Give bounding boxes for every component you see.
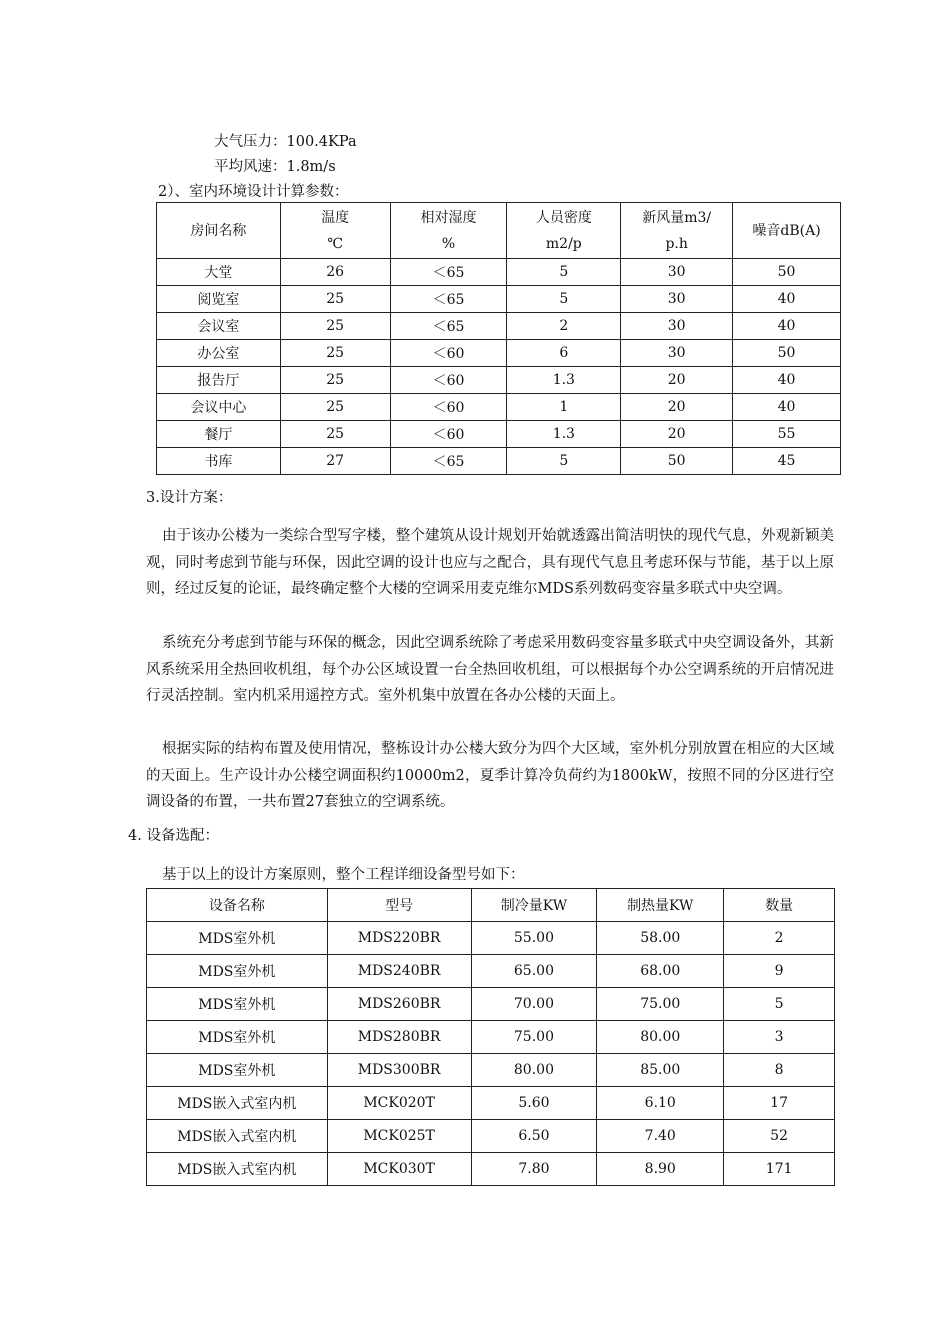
table-cell: 会议室 [157,313,281,340]
table-cell: 75.00 [471,1021,597,1054]
table-cell: 6.10 [597,1087,724,1120]
table-cell: 1.3 [507,367,621,394]
table-cell: 80.00 [471,1054,597,1087]
table-row [157,394,841,421]
table-row [157,448,841,475]
table-cell: 6.50 [471,1120,597,1153]
table-cell: MDS室外机 [147,955,328,988]
table-cell: 55 [733,421,841,448]
header-cell: 相对湿度 % [390,203,507,259]
header-cell: 人员密度 m2/p [507,203,621,259]
table-cell: 1.3 [507,421,621,448]
table-cell: 40 [733,367,841,394]
equipment-table [146,888,835,1186]
table-cell: 50 [733,259,841,286]
table-cell: 25 [280,313,390,340]
table-cell: 25 [280,394,390,421]
table-cell: 3 [724,1021,835,1054]
table-header-row [157,203,841,259]
table-cell: MDS室外机 [147,1021,328,1054]
table-cell: 20 [621,367,733,394]
table-cell: 85.00 [597,1054,724,1087]
table-cell: 75.00 [597,988,724,1021]
table-cell: MDS嵌入式室内机 [147,1120,328,1153]
table-cell: 68.00 [597,955,724,988]
table-cell: 40 [733,286,841,313]
table-cell: 40 [733,394,841,421]
table-row [147,1087,835,1120]
table-cell: 27 [280,448,390,475]
table-cell: 25 [280,421,390,448]
table-cell: 171 [724,1153,835,1186]
table-cell: 5 [507,259,621,286]
table-cell: 5.60 [471,1087,597,1120]
table-cell: 8.90 [597,1153,724,1186]
table-row [147,988,835,1021]
table-cell: ＜60 [390,421,507,448]
table-row [157,340,841,367]
header-cell: 制热量KW [597,889,724,922]
table-cell: MDS300BR [327,1054,471,1087]
table-row [147,955,835,988]
table-row [147,922,835,955]
table-cell: 5 [507,448,621,475]
table-cell: MCK020T [327,1087,471,1120]
header-cell: 制冷量KW [471,889,597,922]
wind-line: 平均风速：1.8m/s [214,159,336,175]
header-cell: 设备名称 [147,889,328,922]
header-cell: 型号 [327,889,471,922]
table-cell: 20 [621,394,733,421]
header-cell: 温度 ℃ [280,203,390,259]
table-cell: 7.80 [471,1153,597,1186]
table-cell: 9 [724,955,835,988]
table-cell: 1 [507,394,621,421]
table-cell: MDS220BR [327,922,471,955]
table-row [147,1054,835,1087]
section4-heading: 4. 设备选配： [128,828,219,844]
table-cell: 大堂 [157,259,281,286]
table-cell: ＜60 [390,367,507,394]
table-cell: 50 [733,340,841,367]
paragraph-design-1: 由于该办公楼为一类综合型写字楼，整个建筑从设计规划开始就透露出简洁明快的现代气息，外观新颖美观，同时考虑到节能与环保，因此空调的设计也应与之配合，具有现代气息且考虑环保与节能，基于以上原则，经过反复的论证，最终确定整个大楼的空调采用麦克维尔MDS系列数码变容量多联式中央空调。 [146,528,834,597]
table-cell: 30 [621,313,733,340]
header-cell: 新风量m3/ p.h [621,203,733,259]
paragraph-design-3: 根据实际的结构布置及使用情况，整栋设计办公楼大致分为四个大区域，室外机分别放置在相应的大区域的天面上。生产设计办公楼空调面积约10000m2，夏季计算冷负荷约为1800kW，按照不同的分区进行空调设备的布置，一共布置27套独立的空调系统。 [146,741,834,810]
paragraph-design-2: 系统充分考虑到节能与环保的概念，因此空调系统除了考虑采用数码变容量多联式中央空调设备外，其新风系统采用全热回收机组，每个办公区域设置一台全热回收机组，可以根据每个办公空调系统的开启情况进行灵活控制。室内机采用遥控方式。室外机集中放置在各办公楼的天面上。 [146,635,834,704]
indoor-params-table [156,202,841,475]
table-cell: 5 [507,286,621,313]
table-cell: MDS260BR [327,988,471,1021]
table-cell: ＜65 [390,448,507,475]
table-cell: 45 [733,448,841,475]
table-cell: 30 [621,259,733,286]
table-cell: 80.00 [597,1021,724,1054]
table-header-row [147,889,835,922]
table-cell: 70.00 [471,988,597,1021]
table-cell: 阅览室 [157,286,281,313]
table-cell: MDS280BR [327,1021,471,1054]
table-cell: MDS室外机 [147,1054,328,1087]
table-cell: MCK030T [327,1153,471,1186]
table-cell: 办公室 [157,340,281,367]
table-cell: 2 [507,313,621,340]
table-cell: 40 [733,313,841,340]
table-cell: 7.40 [597,1120,724,1153]
table-cell: 书库 [157,448,281,475]
table-cell: 2 [724,922,835,955]
table-row [157,367,841,394]
table-cell: ＜60 [390,340,507,367]
table-cell: 50 [621,448,733,475]
table-row [157,313,841,340]
table-cell: 30 [621,286,733,313]
table-cell: MDS嵌入式室内机 [147,1153,328,1186]
table-row [147,1021,835,1054]
header-cell: 数量 [724,889,835,922]
table-cell: 8 [724,1054,835,1087]
table-cell: 55.00 [471,922,597,955]
section3-heading: 3.设计方案： [146,490,233,506]
table-cell: 58.00 [597,922,724,955]
table-cell: 26 [280,259,390,286]
table-cell: ＜65 [390,259,507,286]
table-row [157,421,841,448]
table-cell: 会议中心 [157,394,281,421]
table-cell: MCK025T [327,1120,471,1153]
pressure-line: 大气压力：100.4KPa [214,134,357,150]
table-row [147,1153,835,1186]
table-cell: 20 [621,421,733,448]
table-cell: 17 [724,1087,835,1120]
table-cell: 52 [724,1120,835,1153]
table-cell: MDS240BR [327,955,471,988]
table-row [157,286,841,313]
table-cell: 报告厅 [157,367,281,394]
header-cell: 噪音dB(A) [733,203,841,259]
table-cell: ＜60 [390,394,507,421]
table-cell: 65.00 [471,955,597,988]
table-cell: 6 [507,340,621,367]
table-cell: ＜65 [390,313,507,340]
table-cell: 25 [280,340,390,367]
table-row [157,259,841,286]
table-cell: MDS室外机 [147,922,328,955]
table-cell: MDS嵌入式室内机 [147,1087,328,1120]
table-row [147,1120,835,1153]
table-cell: 餐厅 [157,421,281,448]
table-cell: MDS室外机 [147,988,328,1021]
table-cell: 25 [280,367,390,394]
section2-heading: 2）、室内环境设计计算参数： [158,184,349,200]
table-cell: 30 [621,340,733,367]
equipment-intro: 基于以上的设计方案原则，整个工程详细设备型号如下： [162,867,525,883]
table-cell: ＜65 [390,286,507,313]
table-cell: 25 [280,286,390,313]
header-cell: 房间名称 [157,203,281,259]
table-cell: 5 [724,988,835,1021]
